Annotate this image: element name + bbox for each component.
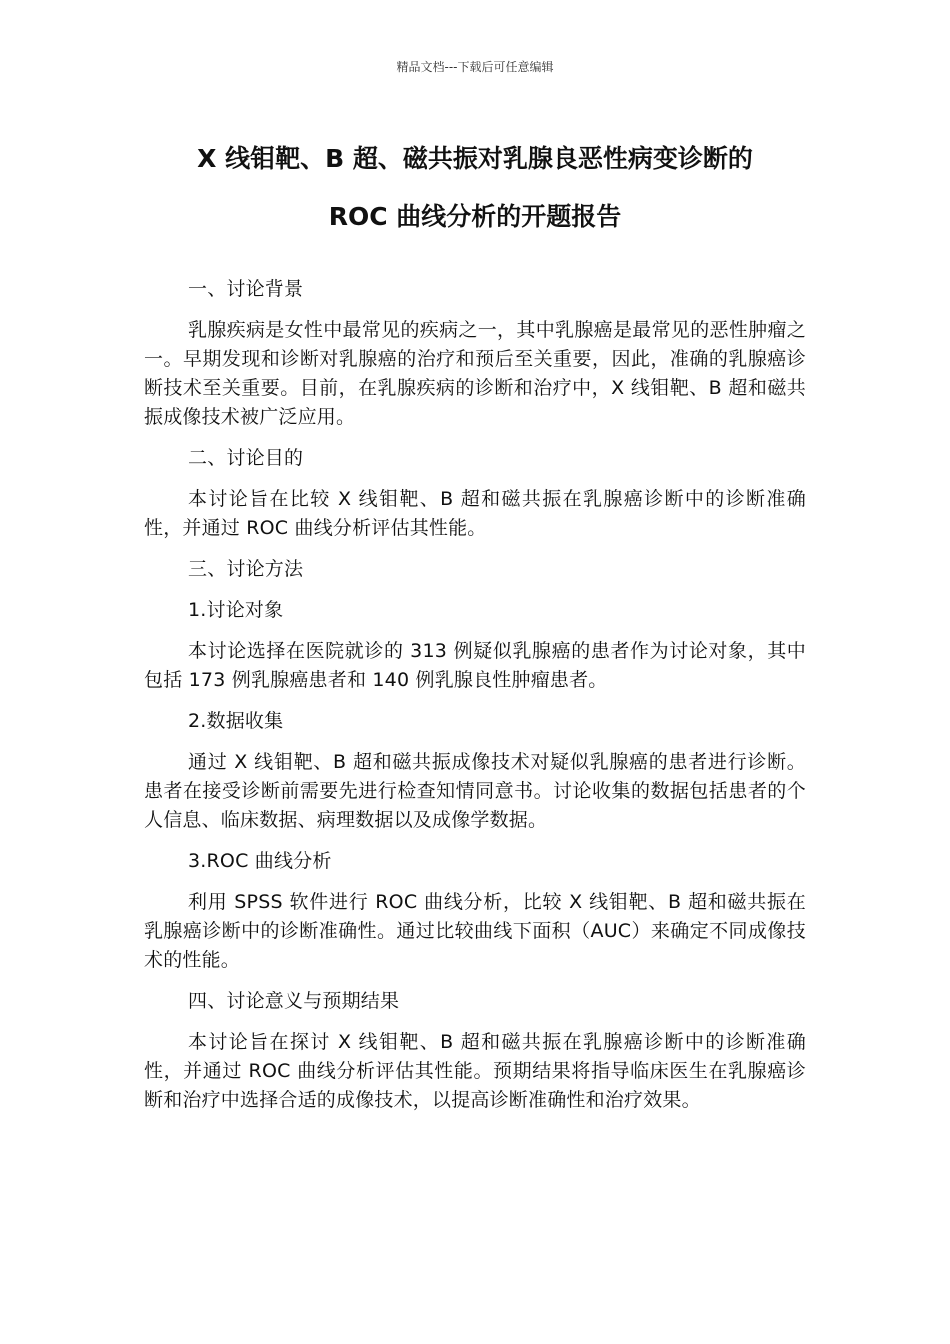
subsection-heading-subjects: 1.讨论对象 [188,599,284,621]
subsection-heading-roc-analysis: 3.ROC 曲线分析 [188,850,332,872]
section-heading-significance: 四、讨论意义与预期结果 [188,990,400,1012]
paragraph-significance: 本讨论旨在探讨 X 线钼靶、B 超和磁共振在乳腺癌诊断中的诊断准确性，并通过 ROC 曲线分析评估其性能。预期结果将指导临床医生在乳腺癌诊断和治疗中选择合适的成像技术，以提高诊断准确性和治疗效果。 [144,1031,806,1111]
title-line-1: X 线钼靶、B 超、磁共振对乳腺良恶性病变诊断的 [197,144,753,173]
paragraph-purpose: 本讨论旨在比较 X 线钼靶、B 超和磁共振在乳腺癌诊断中的诊断准确性，并通过 ROC 曲线分析评估其性能。 [144,488,806,539]
paragraph-roc-analysis: 利用 SPSS 软件进行 ROC 曲线分析，比较 X 线钼靶、B 超和磁共振在乳腺癌诊断中的诊断准确性。通过比较曲线下面积（AUC）来确定不同成像技术的性能。 [144,891,806,971]
paragraph-background: 乳腺疾病是女性中最常见的疾病之一，其中乳腺癌是最常见的恶性肿瘤之一。早期发现和诊断对乳腺癌的治疗和预后至关重要，因此，准确的乳腺癌诊断技术至关重要。目前，在乳腺疾病的诊断和治疗中，X 线钼靶、B 超和磁共振成像技术被广泛应用。 [144,319,806,428]
subsection-heading-data-collection: 2.数据收集 [188,710,284,732]
section-heading-methods: 三、讨论方法 [188,558,304,580]
paragraph-subjects: 本讨论选择在医院就诊的 313 例疑似乳腺癌的患者作为讨论对象，其中包括 173 例乳腺癌患者和 140 例乳腺良性肿瘤患者。 [144,640,806,691]
section-heading-background: 一、讨论背景 [188,278,304,300]
header-note: 精品文档---下载后可任意编辑 [396,60,554,74]
paragraph-data-collection: 通过 X 线钼靶、B 超和磁共振成像技术对疑似乳腺癌的患者进行诊断。患者在接受诊断前需要先进行检查知情同意书。讨论收集的数据包括患者的个人信息、临床数据、病理数据以及成像学数据。 [144,751,806,831]
section-heading-purpose: 二、讨论目的 [188,447,304,469]
document-body [144,275,806,1127]
title-line-2: ROC 曲线分析的开题报告 [328,202,622,231]
